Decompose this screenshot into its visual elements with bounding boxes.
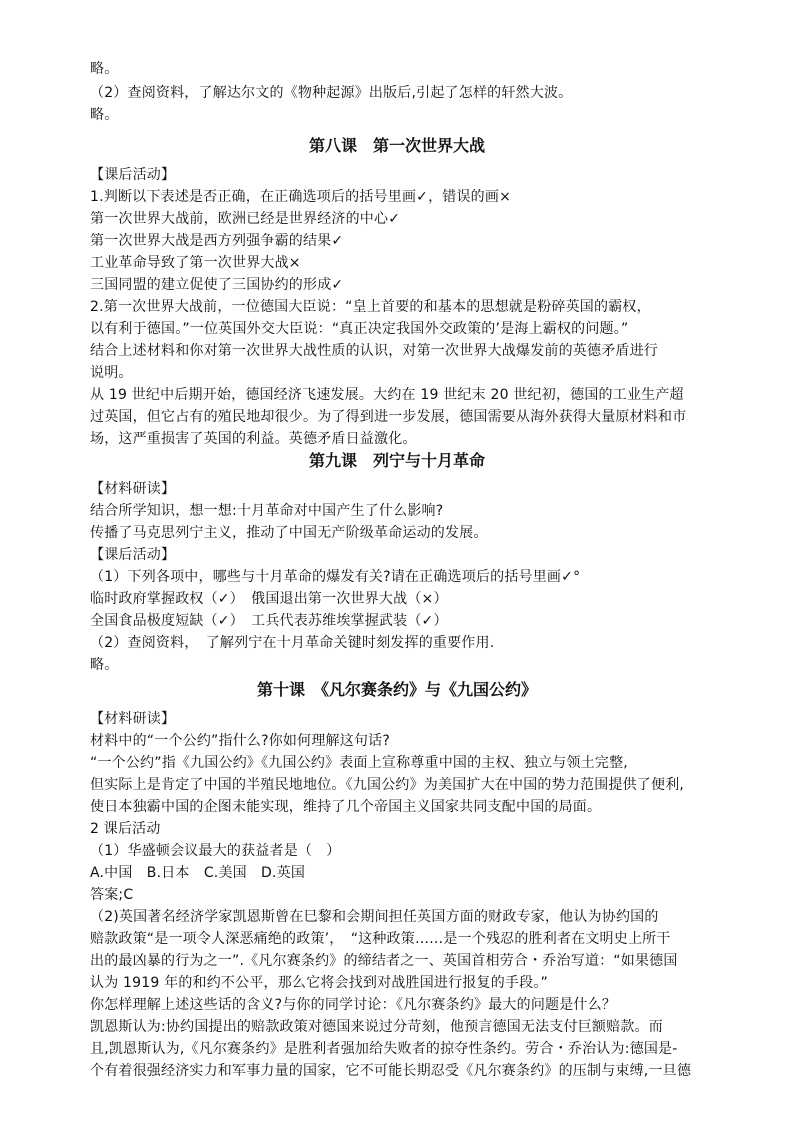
text-line: 临时政府掌握政权（✓） 俄国退出第一次世界大战（×）	[90, 591, 448, 607]
text-line: 材料中的“一个公约”指什么?你如何理解这句话?	[90, 733, 390, 749]
text-line: 第一次世界大战前，欧洲已经是世界经济的中心✓	[90, 211, 401, 227]
text-line: 过英国，但它占有的殖民地却很少。为了得到进一步发展，德国需要从海外获得大量原材料和市	[90, 409, 687, 425]
text-line: 个有着很强经济实力和军事力量的国家，它不可能长期忍受《凡尔赛条约》的压制与束缚,一旦德	[90, 1063, 692, 1079]
text-line: 说明。	[90, 365, 133, 381]
text-line: 2 课后活动	[90, 821, 161, 837]
text-line: 三国同盟的建立促使了三国协约的形成✓	[90, 277, 344, 293]
section-label: 【材料研读】	[90, 711, 176, 727]
text-line: 使日本独霸中国的企图未能实现，维持了几个帝国主义国家共同支配中国的局面。	[90, 799, 602, 815]
text-line: 但实际上是肯定了中国的半殖民地地位。《九国公约》为美国扩大在中国的势力范围提供了便利,	[90, 777, 685, 793]
section-label: 【课后活动】	[90, 547, 176, 563]
text-line: 凯恩斯认为:协约国提出的赔款政策对德国来说过分苛刻，他预言德国无法支付巨额赔款。而	[90, 1019, 663, 1035]
text-line: （2)英国著名经济学家凯恩斯曾在巳黎和会期间担任英国方面的财政专家，他认为协约国的	[90, 909, 659, 925]
section-label: 【材料研读】	[90, 481, 176, 497]
text-line: 结合所学知识，想一想:十月革命对中国产生了什么影响?	[90, 503, 444, 519]
text-line: 且,凯恩斯认为,《凡尔赛条约》是胜利者强加给失败者的掠夺性条约。劳合・乔治认为:德国是-	[90, 1041, 678, 1057]
text-line: 工业革命导致了第一次世界大战×	[90, 255, 301, 271]
text-line: 全国食品极度短缺（✓） 工兵代表苏维埃掌握武装（✓）	[90, 613, 448, 629]
text-line: 略。	[90, 61, 119, 77]
text-line: 从 19 世纪中后期开始，德国经济飞速发展。大约在 19 世纪末 20 世纪初，德国的工业生产超	[90, 387, 684, 403]
text-line: 第一次世界大战是西方列强争霸的结果✓	[90, 233, 344, 249]
section-label: 【课后活动】	[90, 167, 176, 183]
text-line: （1）华盛顿会议最大的获益者是（ ）	[90, 843, 341, 859]
text-line: （2）查阅资料， 了解列宁在十月革命关键时刻发挥的重要作用.	[90, 635, 495, 651]
text-line: 出的最凶暴的行为之一”.《凡尔赛条约》的缔结者之一、英国首相劳合・乔治写道：“如果德国	[90, 953, 678, 969]
text-line: “一个公约”指《九国公约》《九国公约》表面上宣称尊重中国的主权、独立与领土完整,	[90, 755, 628, 771]
lesson-8-heading: 第八课 第一次世界大战	[308, 136, 485, 155]
text-line: 你怎样理解上述这些话的含义?与你的同学讨论：《凡尔赛条约》最大的问题是什么？	[90, 997, 617, 1013]
text-line: 略。	[90, 657, 119, 673]
text-line: 以有利于德国。”一位英国外交大臣说：“真正决定我国外交政策的’是海上霸权的问题。”	[90, 321, 629, 337]
text-line: 认为 1919 年的和约不公平，那么它将会找到对战胜国进行报复的手段。”	[90, 975, 548, 991]
text-line: 1.判断以下表述是否正确，在正确选项后的括号里画✓，错误的画×	[90, 189, 512, 205]
text-line: 略。	[90, 107, 119, 123]
lesson-9-heading: 第九课 列宁与十月革命	[308, 451, 485, 470]
text-line: 2.第一次世界大战前，一位德国大臣说：“皇上首要的和基本的思想就是粉碎英国的霸权，	[90, 299, 651, 315]
text-line: 结合上述材料和你对第一次世界大战性质的认识，对第一次世界大战爆发前的英德矛盾进行	[90, 343, 658, 359]
text-line: A.中国 B.日本 C.美国 D.英国	[90, 865, 306, 881]
text-line: 答案;C	[90, 887, 134, 903]
text-line: （1）下列各项中，哪些与十月革命的爆发有关?请在正确选项后的括号里画✓°	[90, 569, 581, 585]
text-line: 赔款政策“是一项令人深恶痛绝的政策’， “这种政策……是一个残忍的胜利者在文明史上所干	[90, 931, 671, 947]
lesson-10-heading: 第十课 《凡尔赛条约》与《九国公约》	[256, 680, 537, 699]
text-line: （2）查阅资料，了解达尔文的《物种起源》出版后,引起了怎样的轩然大波。	[90, 85, 573, 101]
text-line: 传播了马克思列宁主义，推动了中国无产阶级革命运动的发展。	[90, 525, 488, 541]
text-line: 场，这严重损害了英国的利益。英德矛盾日益激化。	[90, 431, 417, 447]
